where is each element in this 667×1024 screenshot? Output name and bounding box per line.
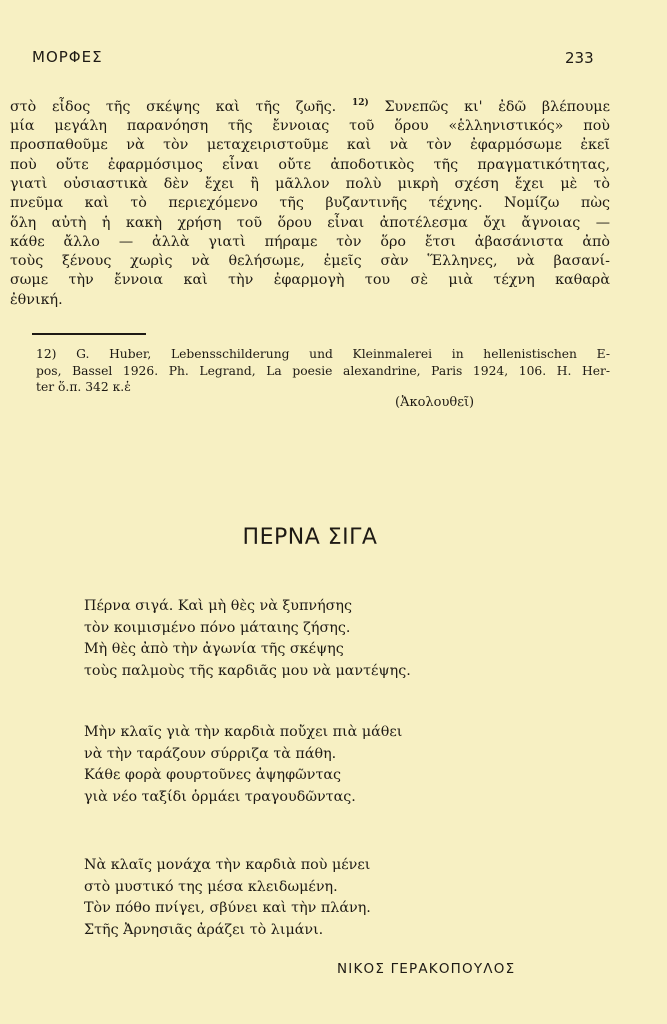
prose-line: μία μεγάλη παρανόηση τῆς ἔννοιας τοῦ ὅρου «ἑλληνιστικός» ποὺ [10,118,610,135]
poem-stanza-1 [84,596,411,682]
poem-line: Μὴ θὲς ἀπὸ τὴν ἀγωνία τῆς σκέψης [84,641,344,657]
poem-line: τοὺς παλμοὺς τῆς καρδιᾶς μου νὰ μαντέψης. [84,662,411,679]
prose-line: ποὺ οὔτε ἐφαρμόσιμος εἶναι οὔτε ἀποδοτικὸς τῆς πραγματικότητας, [10,156,610,173]
poem-line: Μὴν κλαῖς γιὰ τὴν καρδιὰ ποὔχει πιὰ μάθει [84,724,403,740]
footnote [36,346,610,396]
page-number: 233 [565,49,594,67]
poem-line: Τὸν πόθο πνίγει, σβύνει καὶ τὴν πλάνη. [84,900,371,916]
poem-line: γιὰ νέο ταξίδι ὁρμάει τραγουδῶντας. [84,788,356,805]
footnote-divider [32,333,146,335]
running-header-journal: ΜΟΡΦΕΣ [32,48,103,66]
footnote-marker: 12) [351,98,369,108]
poem-title: ΠΕΡΝΑ ΣΙΓΑ [242,525,378,550]
continued-note: (Ἀκολουθεῖ) [395,395,475,410]
footnote-line: ter ὅ.π. 342 κ.ἑ [36,380,131,395]
prose-line: προσπαθοῦμε νὰ τὸν μεταχειριστοῦμε καὶ νὰ τὸν ἐφαρμόσωμε ἐκεῖ [10,137,610,154]
prose-line: γιατὶ οὐσιαστικὰ δὲν ἔχει ἢ μᾶλλον πολὺ μικρὴ σχέση ἔχει μὲ τὸ [10,175,610,192]
prose-line: ἐθνική. [10,291,63,308]
prose-line: ὅλη αὐτὴ ἡ κακὴ χρήση τοῦ ὅρου εἶναι ἀποτέλεσμα ὄχι ἄγνοιας — [10,214,610,231]
footnote-line: pos, Bassel 1926. Ph. Legrand, La poesie alexandrine, Paris 1924, 106. H. Her- [36,363,610,378]
poem-stanza-3 [84,855,371,941]
poem-line: στὸ μυστικό της μέσα κλειδωμένη. [84,878,338,895]
poem-line: Πέρνα σιγά. Καὶ μὴ θὲς νὰ ξυπνήσης [84,598,352,614]
poem-author: ΝΙΚΟΣ ΓΕΡΑΚΟΠΟΥΛΟΣ [337,961,516,977]
prose-paragraph [10,94,610,310]
footnote-line: 12) G. Huber, Lebensschilderung und Kleinmalerei in hellenistischen E- [36,347,610,361]
poem-line: Κάθε φορὰ φουρτοῦνες ἀψηφῶντας [84,767,342,783]
prose-line: στὸ εἶδος τῆς σκέψης καὶ τῆς ζωῆς. $^{12)}$ Συνεπῶς κι' ἐδῶ βλέπουμε [10,98,611,115]
poem-stanza-2 [84,722,402,808]
prose-line: κάθε ἄλλο — ἀλλὰ γιατὶ πήραμε τὸν ὅρο ἔτσι ἀβασάνιστα ἀπὸ [10,233,610,250]
poem-line: Στῆς Ἀρνησιᾶς ἀράζει τὸ λιμάνι. [84,921,324,938]
poem-line: Νὰ κλαῖς μονάχα τὴν καρδιὰ ποὺ μένει [84,857,371,873]
prose-line: σωμε τὴν ἔννοια καὶ τὴν ἐφαρμογὴ του σὲ μιὰ τέχνη καθαρὰ [10,272,610,289]
prose-line: τοὺς ξένους χωρὶς νὰ θελήσωμε, ἐμεῖς σὰν Ἕλληνες, νὰ βασανί- [10,253,610,270]
prose-line: πνεῦμα καὶ τὸ περιεχόμενο τῆς βυζαντινῆς τέχνης. Νομίζω πὼς [10,195,610,212]
poem-line: τὸν κοιμισμένο πόνο μάταιης ζήσης. [84,619,351,636]
poem-line: νὰ τὴν ταράζουν σύρριζα τὰ πάθη. [84,745,337,762]
